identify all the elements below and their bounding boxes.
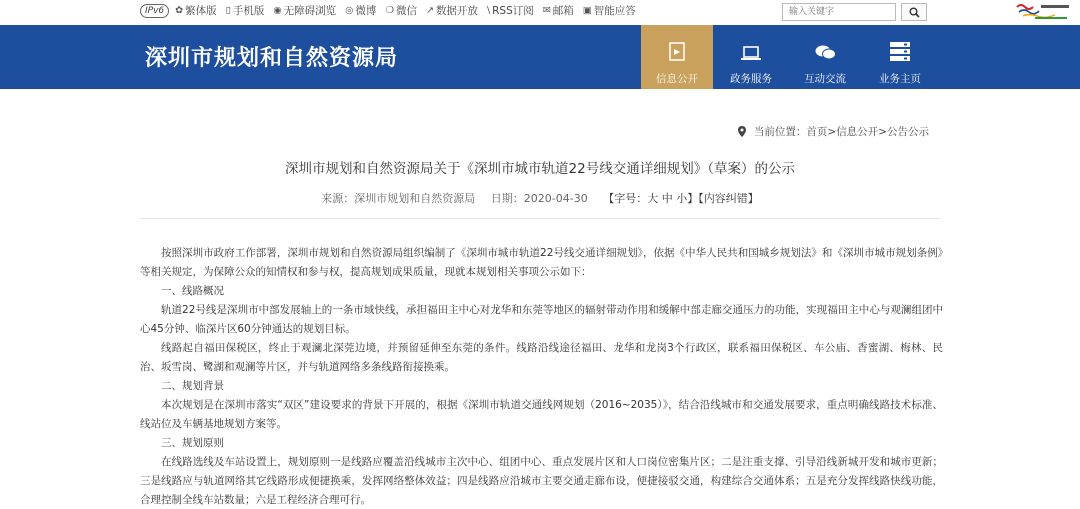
article-title: 深圳市规划和自然资源局关于《深圳市城市轨道22号线交通详细规划》（草案）的公示: [285, 161, 795, 177]
divider: [140, 218, 940, 219]
nav-gov-service[interactable]: 政务服务: [715, 25, 787, 89]
mail-icon: ✉: [542, 5, 551, 16]
font-size-selector[interactable]: 【字号：大 中 小】: [603, 192, 699, 205]
document-icon: [669, 42, 685, 61]
eye-icon: ◉: [273, 5, 282, 16]
weibo-icon: ◎: [345, 5, 354, 16]
breadcrumb-separator: >: [827, 125, 837, 138]
link-open-data[interactable]: ↗ 数据开放: [425, 5, 478, 17]
utility-links: [140, 3, 645, 18]
link-rss[interactable]: \ RSS订阅: [486, 5, 534, 17]
robot-icon: ▣: [582, 5, 592, 16]
shenzhen-logo-icon: [1015, 1, 1073, 21]
breadcrumb-info-public[interactable]: 信息公开: [836, 126, 879, 138]
chart-icon: ↗: [425, 5, 434, 16]
article-date: 日期：2020-04-30: [490, 192, 588, 205]
error-report-link[interactable]: 【内容纠错】: [698, 192, 759, 205]
paragraph: 本次规划是在深圳市落实“双区”建设要求的背景下开展的，根据《深圳市轨道交通线网规划（2016~2035）》，结合沿线城市和交通发展要求，重点明确线路技术标准、线站位及车辆基地规划方案等。: [140, 399, 943, 430]
breadcrumb: [738, 124, 929, 139]
breadcrumb-prefix: 当前位置：: [753, 126, 807, 138]
gear-icon: ✿: [175, 5, 184, 16]
server-icon: [890, 42, 910, 61]
wechat-icon: ❍: [385, 5, 394, 16]
section-heading: 三、规划原则: [161, 437, 224, 449]
search-button[interactable]: [901, 3, 927, 21]
ipv6-badge: IPv6: [140, 4, 169, 18]
link-mobile[interactable]: ▯ 手机版: [225, 5, 265, 17]
search-input[interactable]: [782, 3, 896, 21]
mobile-icon: ▯: [225, 5, 231, 16]
search-icon: [909, 7, 920, 18]
link-traditional[interactable]: ✿ 繁体版: [175, 5, 217, 17]
chat-icon: [815, 44, 836, 61]
nav-interaction[interactable]: 互动交流: [789, 25, 861, 89]
article-body: [140, 244, 943, 509]
article-meta: [0, 190, 1080, 206]
paragraph: 线路起自福田保税区，终止于观澜北深莞边境，并预留延伸至东莞的条件。线路沿线途径福田、龙华和龙岗3个行政区，联系福田保税区、车公庙、香蜜湖、梅林、民治、坂雪岗、鹭湖和观澜等片区，并与轨道网络多条线路衔接换乘。: [140, 342, 943, 373]
link-smart-answer[interactable]: ▣ 智能应答: [582, 5, 636, 17]
paragraph: 轨道22号线是深圳市中部发展轴上的一条市域快线，承担福田主中心对龙华和东莞等地区的辐射带动作用和缓解中部走廊交通压力的功能，实现福田主中心与观澜组团中心45分钟、临深片区60分钟通达的规划目标。: [140, 304, 943, 335]
rss-icon: \: [486, 5, 491, 16]
link-mail[interactable]: ✉ 邮箱: [542, 5, 574, 17]
site-header: [0, 25, 1080, 89]
paragraph: 按照深圳市政府工作部署，深圳市规划和自然资源局组织编制了《深圳市城市轨道22号线交通详细规划》，依据《中华人民共和国城乡规划法》和《深圳市城市规划条例》等相关规定，为保障公众的知情权和参与权，提高规划成果质量，现就本规划相关事项公示如下：: [140, 247, 943, 278]
link-weibo[interactable]: ◎ 微博: [345, 5, 377, 17]
section-heading: 二、规划背景: [161, 380, 224, 392]
paragraph: 在线路选线及车站设置上，规划原则一是线路应覆盖沿线城市主次中心、组团中心、重点发展片区和人口岗位密集片区；二是注重支撑、引导沿线新城开发和城市更新；三是线路应与轨道网络其它线路形成便捷换乘，发挥网络整体效益；四是线路应沿城市主要交通走廊布设，便捷接驳交通，构建综合交通体系；五是充分发挥线路快线功能，合理控制全线车站数量；六是工程经济合理可行。: [140, 456, 943, 506]
article-source: 来源：深圳市规划和自然资源局: [321, 192, 476, 205]
nav-info-public[interactable]: 信息公开: [641, 25, 713, 89]
link-wechat[interactable]: ❍ 微信: [385, 5, 417, 17]
monitor-icon: [741, 46, 761, 61]
link-accessibility[interactable]: ◉ 无障碍浏览: [273, 5, 337, 17]
location-pin-icon: [738, 126, 746, 137]
site-title[interactable]: 深圳市规划和自然资源局: [145, 45, 399, 71]
breadcrumb-home[interactable]: 首页: [806, 126, 828, 138]
nav-business-home[interactable]: 业务主页: [864, 25, 936, 89]
breadcrumb-announcement[interactable]: 公告公示: [887, 126, 929, 138]
top-utility-bar: [0, 0, 1080, 25]
breadcrumb-separator: >: [878, 125, 887, 138]
section-heading: 一、线路概况: [161, 285, 224, 297]
